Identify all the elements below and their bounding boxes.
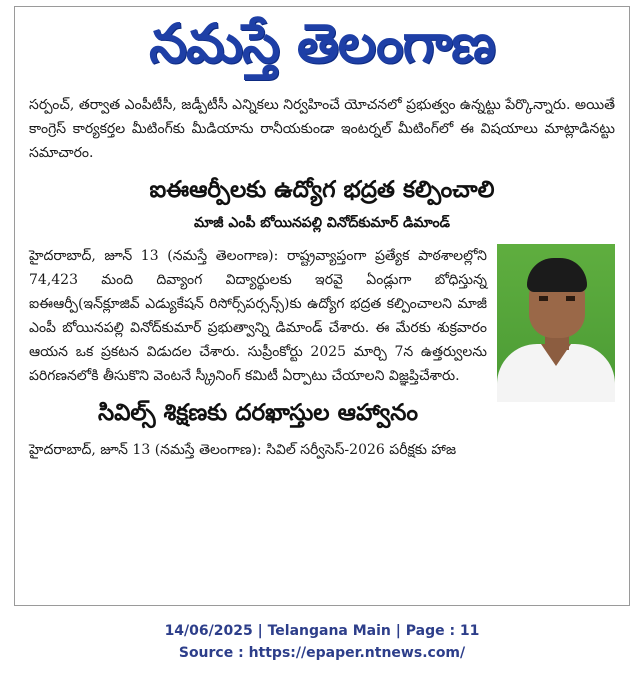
- article-subheadline-ierp: మాజీ ఎంపీ బోయినపల్లి వినోద్‌కుమార్ డిమాండ్: [194, 215, 450, 231]
- source-footer: [0, 620, 644, 664]
- intro-paragraph: సర్పంచ్, తర్వాత ఎంపీటీసీ, జడ్పీటీసీ ఎన్నికలు నిర్వహించే యోచనలో ప్రభుత్వం ఉన్నట్టు పేర్కొన్నారు. అయితే కాంగ్రెస్ కార్యకర్తల మీటింగ్‌కు మీడియాను రానీయకుండా ఇంటర్నల్ మీటింగ్‌లో ఈ విషయాలు మాట్లాడినట్టు సమాచారం.: [29, 97, 615, 161]
- article-body-civils: హైదరాబాద్, జూన్ 13 (నమస్తే తెలంగాణ): సివిల్ సర్వీసెస్-2026 పరీక్షకు హాజ: [29, 442, 457, 458]
- footer-date-page: 14/06/2025 | Telangana Main | Page : 11: [164, 623, 480, 639]
- article-column: [15, 93, 629, 462]
- masthead-logo: నమస్తే తెలంగాణ: [149, 11, 495, 75]
- article-headline-civils: సివిల్స్ శిక్షణకు దరఖాస్తుల ఆహ్వానం: [97, 400, 419, 426]
- article-story-ierp: [29, 244, 615, 388]
- person-photo: [497, 244, 615, 402]
- footer-source-link[interactable]: Source : https://epaper.ntnews.com/: [178, 645, 466, 661]
- article-body-ierp: హైదరాబాద్, జూన్ 13 (నమస్తే తెలంగాణ): రాష్ట్రవ్యాప్తంగా ప్రత్యేక పాఠశాలల్లోని 74,423 మంది దివ్యాంగ విద్యార్థులకు ఇరవై ఏండ్లుగా బోధిస్తున్న ఐఈఆర్పీ(ఇన్‌క్లూజివ్ ఎడ్యుకేషన్ రిసోర్స్‌పర్సన్స్)కు ఉద్యోగ భద్రత కల్పించాలని మాజీ ఎంపీ బోయినపల్లి వినోద్‌కుమార్ ప్రభుత్వాన్ని డిమాండ్ చేశారు. ఈ మేరకు శుక్రవారం ఆయన ఒక ప్రకటన విడుదల చేశారు. సుప్రీంకోర్టు 2025 మార్చి 7న ఉత్తర్వులను పరిగణనలోకి తీసుకొని వెంటనే స్క్రీనింగ్ కమిటీ ఏర్పాటు చేయాలని విజ్ఞప్తిచేశారు.: [29, 248, 487, 384]
- article-headline-ierp: ఐఈఆర్పీలకు ఉద్యోగ భద్రత కల్పించాలి: [149, 177, 495, 203]
- epaper-clipping: [14, 6, 630, 606]
